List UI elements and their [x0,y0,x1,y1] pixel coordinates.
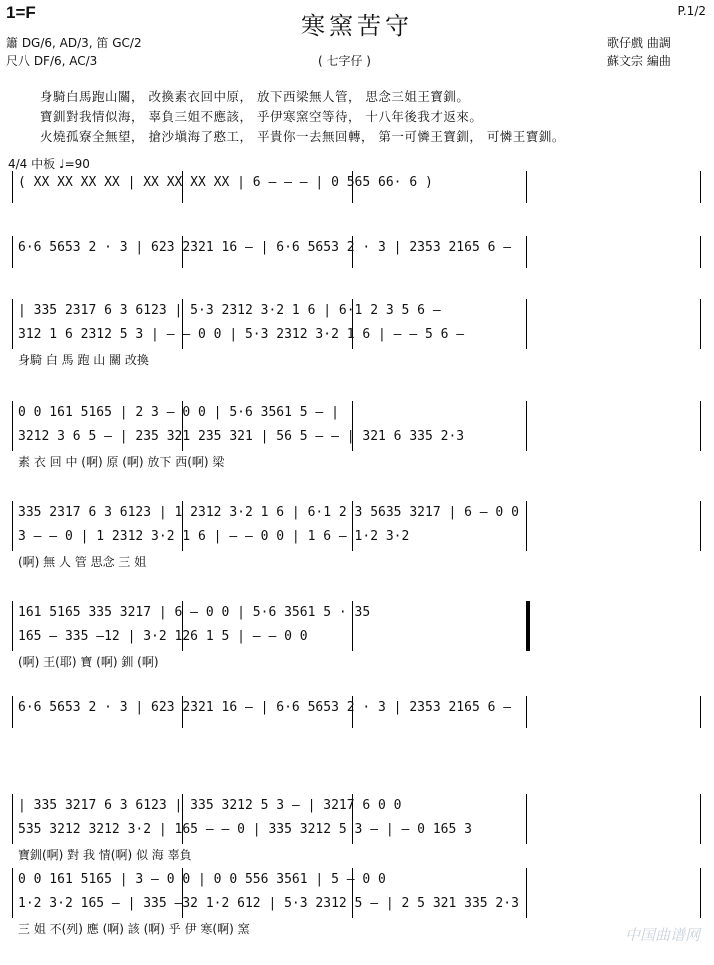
melody-lower: 312 1 6 2312 5 3 | – – 0 0 | 5·3 2312 3·2 1 6 | – – 5 6 – [18,327,465,342]
bar-line [12,236,13,268]
melody-upper: 161 5165 335 3217 | 6 – 0 0 | 5·6 3561 5 · 35 [18,605,371,620]
bar-line [526,171,527,203]
bar-line [12,171,13,203]
melody-lower: 165 – 335 –12 | 3·2 126 1 5 | – – 0 0 [18,629,308,644]
bar-line [12,696,13,728]
final-bar-line [526,601,530,651]
sung-words: (啊) 王(耶) 寶 (啊) 釧 (啊) [18,655,159,669]
bar-line [526,794,527,844]
melody-upper: | 335 2317 6 3 6123 | 5·3 2312 3·2 1 6 | 6·1 2 3 5 6 – [18,303,441,318]
lyric-line-2: 寶釧對我情似海， 辜負三姐不應該， 乎伊寒窯空等待， 十八年後我才返來。 [40,109,483,124]
key-signature: 1=F [6,3,36,22]
melody-upper: 335 2317 6 3 6123 | 1 2312 3·2 1 6 | 6·1 2 3 5635 3217 | 6 – 0 0 [18,505,519,520]
melody-upper: 0 0 161 5165 | 3 – 0 0 | 0 0 556 3561 | 5 – 0 0 [18,872,386,887]
melody-upper: ( XX XX XX XX | XX XX XX XX | 6 – – – | 0 565 66· 6 ) [18,175,433,190]
melody-upper: | 335 3217 6 3 6123 | 335 3212 5 3 – | 3217 6 0 0 [18,798,402,813]
sung-words: 身騎 白 馬 跑 山 關 改換 [18,353,149,367]
credit-line-1: 歌仔戲 曲調 [607,36,671,50]
page-number: P.1/2 [677,4,706,18]
tempo-marking: 4/4 中板 ♩=90 [8,157,90,171]
bar-line [700,171,701,203]
bar-line [526,299,527,349]
bar-line [700,501,701,551]
genre-label: ( 七字仔 ) [318,54,371,68]
bar-line [700,868,701,918]
bar-line [12,601,13,651]
bar-line [700,401,701,451]
sung-words: 三 姐 不(列) 應 (啊) 該 (啊) 乎 伊 寒(啊) 窯 [18,922,250,936]
lyric-line-1: 身騎白馬跑山關， 改換素衣回中原， 放下西梁無人管， 思念三姐王寶釧。 [40,89,470,104]
sung-words: 素 衣 回 中 (啊) 原 (啊) 放下 西(啊) 梁 [18,455,225,469]
melody-lower: 535 3212 3212 3·2 | 165 – – 0 | 335 3212 5 3 – | – 0 165 3 [18,822,472,837]
melody-upper: 6·6 5653 2 · 3 | 623 2321 16 – | 6·6 5653 2 · 3 | 2353 2165 6 – [18,700,512,715]
bar-line [700,299,701,349]
bar-line [12,868,13,918]
melody-lower: 3212 3 6 5 – | 235 321 235 321 | 56 5 – – | 321 6 335 2·3 [18,429,465,444]
instrument-line-1: 簫 DG/6, AD/3, 笛 GC/2 [6,36,142,50]
bar-line [12,794,13,844]
bar-line [700,236,701,268]
bar-line [526,868,527,918]
bar-line [12,299,13,349]
credit-line-2: 蘇文宗 編曲 [607,54,671,68]
bar-line [12,401,13,451]
sung-words: 寶釧(啊) 對 我 情(啊) 似 海 辜負 [18,848,192,862]
bar-line [526,401,527,451]
bar-line [700,794,701,844]
lyric-line-3: 火燒孤寮全無望， 搶沙塡海了憨工， 平貴你一去無回轉， 第一可憐王寶釧， 可憐王寶釧。 [40,129,565,144]
bar-line [526,696,527,728]
bar-line [526,236,527,268]
instrument-line-2: 尺八 DF/6, AC/3 [6,54,98,68]
watermark: 中国曲谱网 [624,926,700,944]
sung-words: (啊) 無 人 管 思念 三 姐 [18,555,147,569]
bar-line [12,501,13,551]
bar-line [700,696,701,728]
bar-line [526,501,527,551]
page-title: 寒窯苦守 [301,12,413,40]
melody-upper: 0 0 161 5165 | 2 3 – 0 0 | 5·6 3561 5 – | [18,405,339,420]
melody-lower: 1·2 3·2 165 – | 335 –32 1·2 612 | 5·3 2312 5 – | 2 5 321 335 2·3 [18,896,519,911]
melody-lower: 3 – – 0 | 1 2312 3·2 1 6 | – – 0 0 | 1 6 – 1·2 3·2 [18,529,410,544]
melody-upper: 6·6 5653 2 · 3 | 623 2321 16 – | 6·6 5653 2 · 3 | 2353 2165 6 – [18,240,512,255]
